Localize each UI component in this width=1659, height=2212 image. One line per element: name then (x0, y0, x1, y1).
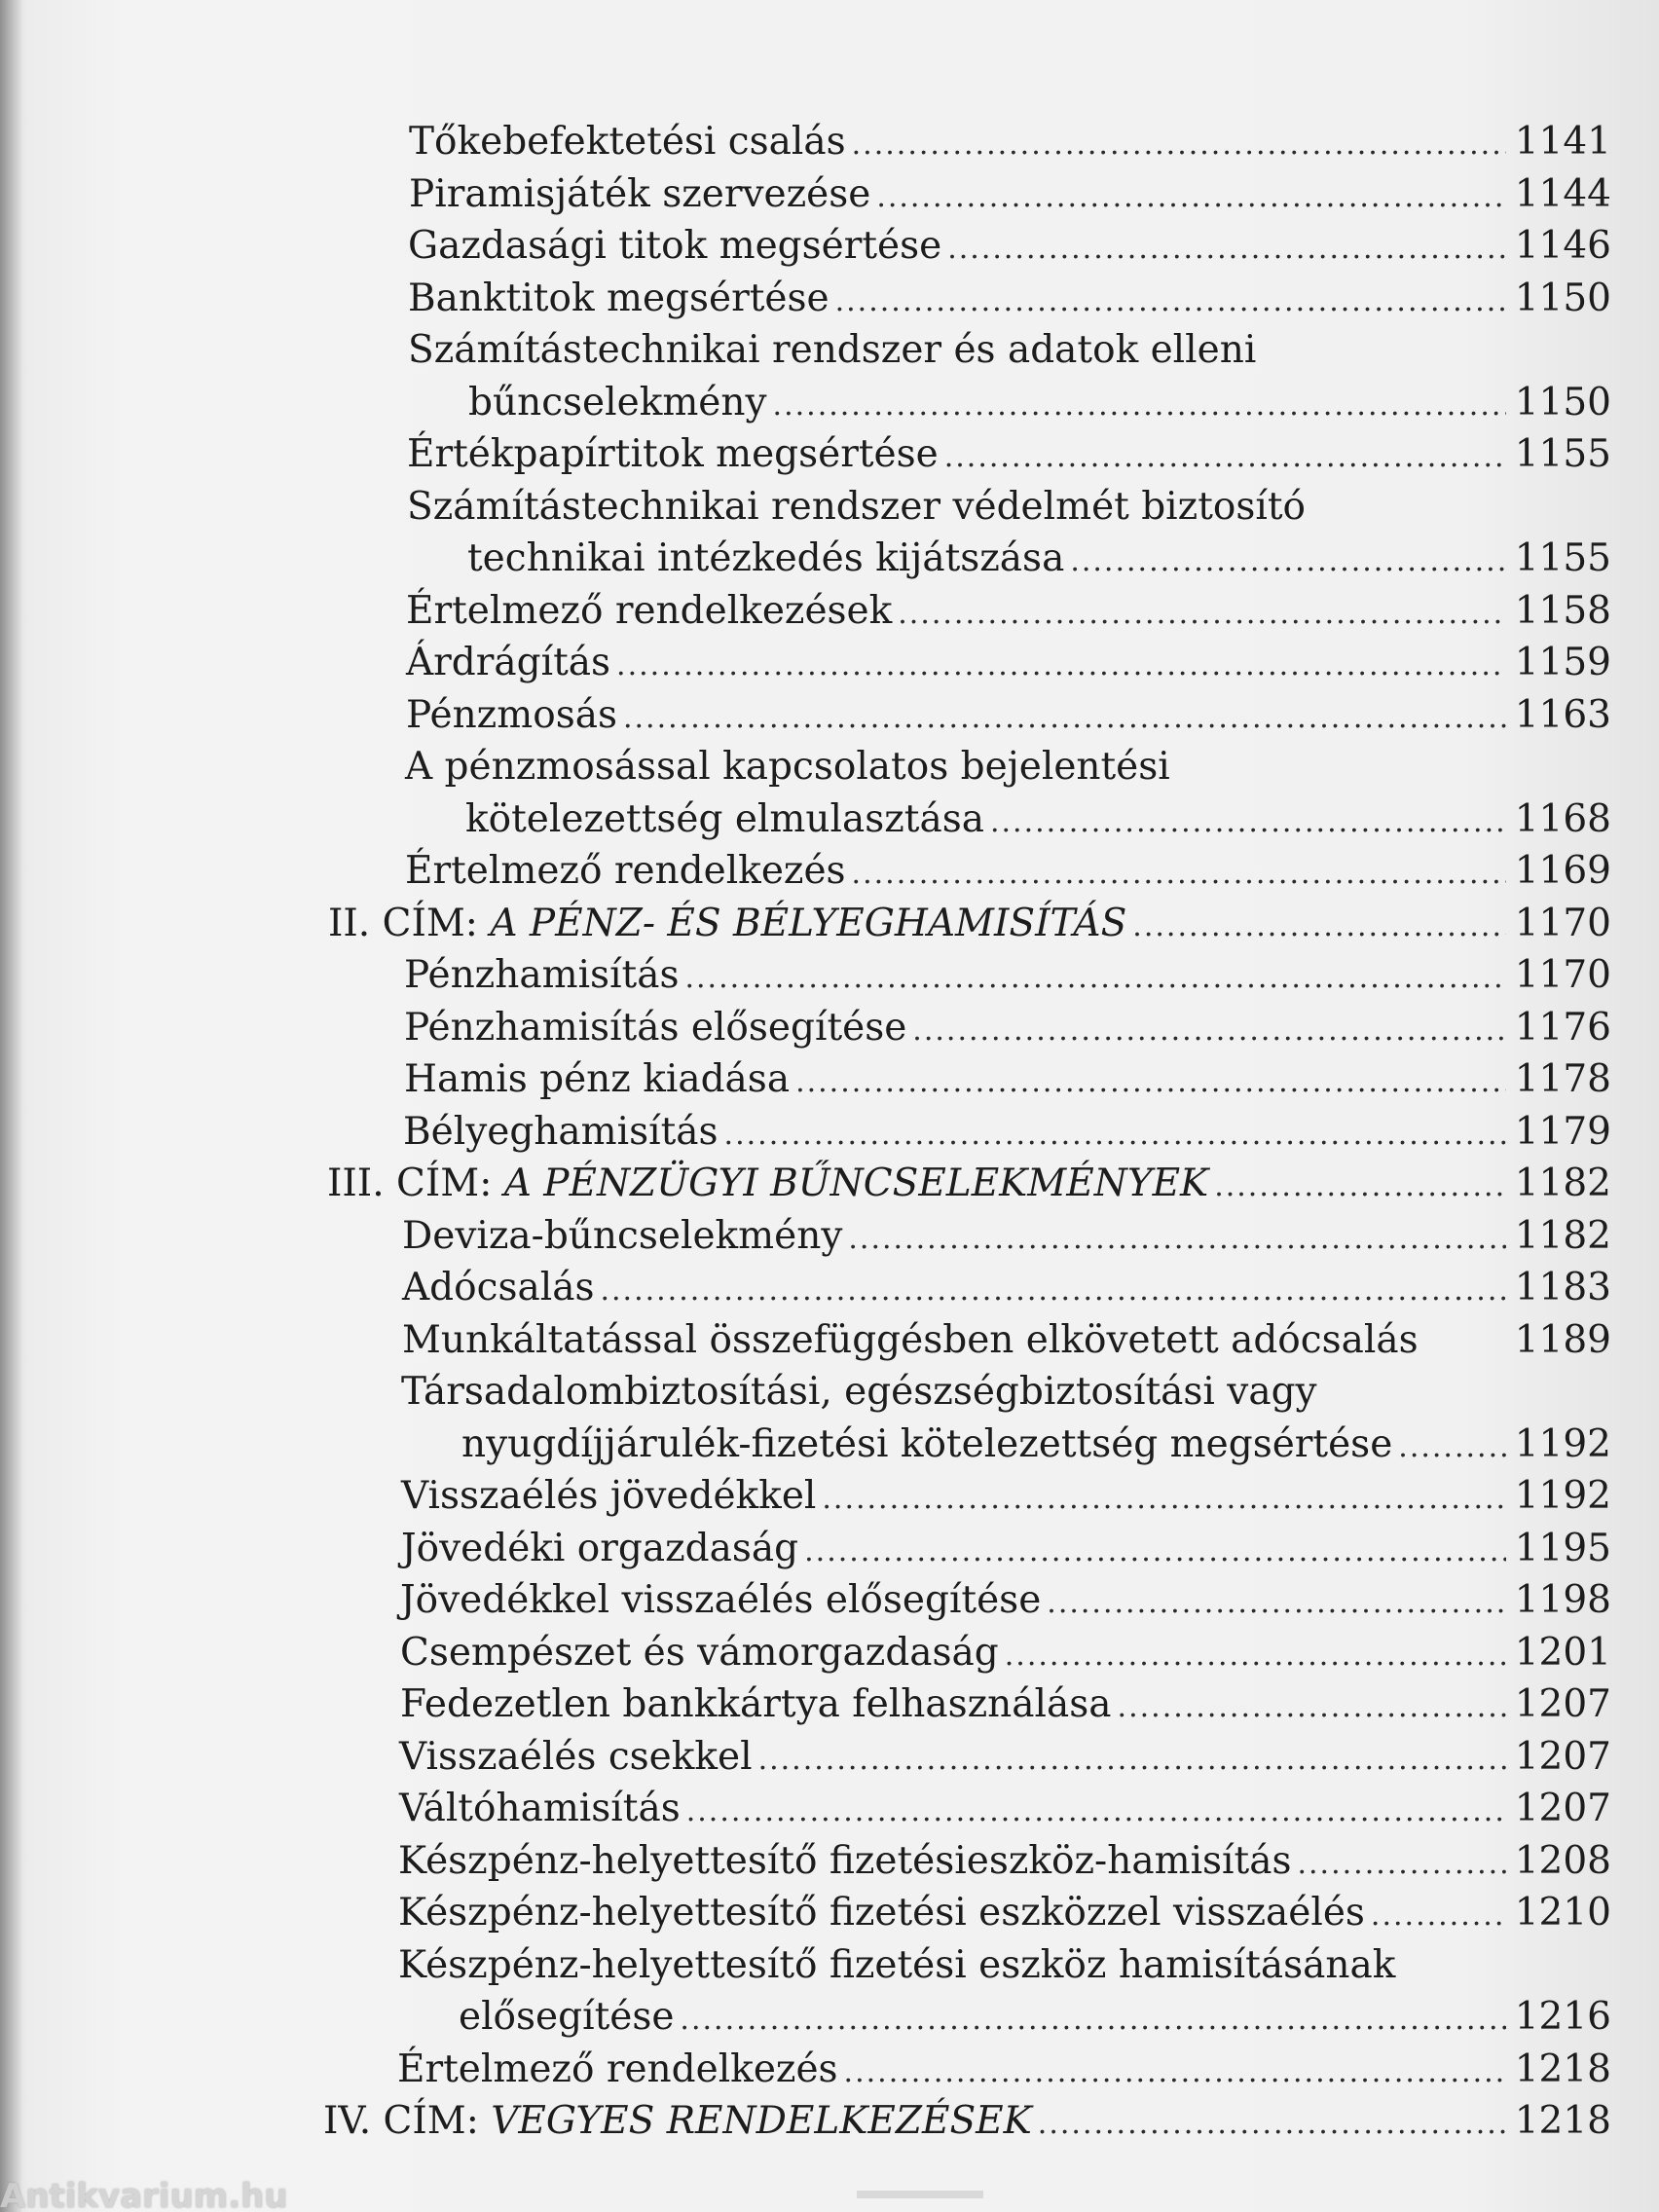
toc-section-label: II. CÍM: (328, 901, 491, 945)
toc-entry-text-line: Társadalombiztosítási, egészségbiztosítási vagy (401, 1370, 1317, 1414)
dot-leader (848, 1216, 1506, 1263)
toc-page-number: 1207 (1514, 1682, 1611, 1726)
toc-entry-title: Csempészet és vámorgazdaság (400, 1630, 999, 1675)
dot-leader (1398, 1424, 1506, 1471)
toc-entry-title: Jövedékkel visszaélés elősegítése (400, 1578, 1042, 1622)
toc-entry-title: Banktitok megsértése (408, 276, 830, 320)
toc-entry-title: Árdrágítás (406, 641, 611, 684)
toc-entry-title: Pénzmosás (406, 692, 617, 737)
dot-leader (1118, 1684, 1506, 1731)
toc-entry-title: nyugdíjjárulék-fizetési kötelezettség megsértése (461, 1421, 1393, 1466)
toc-page-number: 1207 (1514, 1787, 1611, 1830)
toc-entry-title: Készpénz-helyettesítő fizetésieszköz-hamisítás (398, 1838, 1292, 1883)
toc-page-number: 1216 (1514, 1995, 1611, 2039)
toc-page-number: 1198 (1514, 1578, 1611, 1622)
toc-page-number: 1141 (1514, 120, 1611, 164)
toc-page-number: 1182 (1514, 1213, 1611, 1258)
toc-page-number: 1150 (1514, 380, 1611, 424)
dot-leader (822, 1476, 1506, 1523)
toc-entry-title: Tőkebefektetési csalás (409, 120, 846, 164)
toc-entry-title: Visszaélés csekkel (399, 1734, 753, 1779)
dot-leader (1047, 1580, 1506, 1627)
toc-page-number: 1179 (1514, 1109, 1611, 1154)
toc-page-number: 1170 (1514, 901, 1611, 945)
page-edge-mark (857, 2191, 983, 2198)
dot-leader (876, 174, 1506, 221)
dot-leader (1297, 1841, 1506, 1888)
toc-section-title (327, 1161, 1208, 1207)
toc-page-number: 1182 (1514, 1161, 1611, 1205)
toc-entry-title: Deviza-bűncselekmény (402, 1213, 843, 1258)
toc-entry-title: Készpénz-helyettesítő fizetési eszközzel visszaélés (398, 1891, 1365, 1935)
dot-leader (898, 591, 1506, 638)
toc-page-number: 1218 (1514, 2046, 1611, 2091)
watermark: Antikvarium.hu (0, 2177, 288, 2212)
dot-leader (724, 1112, 1506, 1159)
toc-page-number: 1176 (1514, 1005, 1611, 1050)
dot-leader (758, 1737, 1506, 1784)
toc-entry-title: Visszaélés jövedékkel (401, 1474, 817, 1518)
toc-entry-title: Jövedéki orgazdaság (401, 1526, 799, 1570)
toc-entry-text-line: Számítástechnikai rendszer védelmét biztosító (407, 484, 1306, 529)
toc-entry-text-line: Készpénz-helyettesítő fizetési eszköz hamisításának (398, 1942, 1396, 1987)
toc-page-number: 1163 (1514, 692, 1611, 737)
dot-leader (1132, 903, 1506, 950)
dot-leader (804, 1529, 1506, 1575)
toc-entry-title: Bélyeghamisítás (403, 1109, 719, 1154)
dot-leader (1005, 1633, 1506, 1679)
toc-page-number: 1168 (1514, 796, 1611, 841)
toc-page-number: 1170 (1514, 953, 1611, 997)
toc-page-number: 1218 (1514, 2099, 1611, 2143)
dot-leader (773, 383, 1506, 429)
toc-page-number: 1150 (1514, 276, 1611, 320)
dot-leader (680, 1997, 1506, 2044)
toc-page-number: 1192 (1514, 1474, 1611, 1518)
toc-entry-title: Értelmező rendelkezések (406, 588, 893, 633)
toc-section-name: A PÉNZ- ÉS BÉLYEGHAMISÍTÁS (490, 901, 1127, 945)
toc-section-title (323, 2098, 1032, 2145)
toc-section-label: IV. CÍM: (323, 2099, 492, 2143)
toc-page-number: 1155 (1514, 432, 1611, 476)
toc-section-label: III. CÍM: (327, 1161, 504, 1205)
toc-page-number: 1192 (1514, 1421, 1611, 1466)
toc-section-name: VEGYES RENDELKEZÉSEK (491, 2099, 1032, 2143)
toc-page-number: 1189 (1514, 1317, 1611, 1362)
toc-page-number: 1158 (1514, 588, 1611, 633)
dot-leader (1214, 1163, 1506, 1210)
toc-page-number: 1201 (1514, 1630, 1611, 1675)
toc-page-number: 1144 (1514, 171, 1611, 216)
toc-entry-title: Pénzhamisítás elősegítése (404, 1005, 907, 1050)
toc-entry-title: Váltóhamisítás (399, 1787, 681, 1830)
dot-leader (623, 695, 1506, 742)
dot-leader (1038, 2101, 1506, 2148)
dot-leader (600, 1268, 1506, 1314)
dot-leader (686, 1788, 1506, 1835)
toc-entry-title: technikai intézkedés kijátszása (467, 536, 1065, 580)
toc-entry-title: bűncselekmény (468, 380, 767, 424)
toc-entry-title: Adócsalás (402, 1266, 595, 1309)
toc-page-number: 1146 (1514, 224, 1611, 268)
dot-leader (944, 434, 1506, 481)
dot-leader (795, 1059, 1506, 1106)
dot-leader (844, 2049, 1506, 2096)
toc-entry-title: Értelmező rendelkezés (405, 849, 846, 893)
toc-page-number: 1183 (1514, 1266, 1611, 1309)
toc-page-number: 1155 (1514, 536, 1611, 580)
toc-page-number: 1207 (1514, 1734, 1611, 1779)
toc-entry-text-line: Számítástechnikai rendszer és adatok elleni (408, 328, 1257, 372)
toc-entry-title: Piramisjáték szervezése (409, 171, 871, 216)
dot-leader (852, 851, 1506, 898)
toc-entry-title: kötelezettség elmulasztása (465, 796, 984, 841)
dot-leader (835, 278, 1506, 325)
dot-leader (1371, 1893, 1506, 1939)
toc-entry-text-line: A pénzmosással kapcsolatos bejelentési (405, 745, 1170, 789)
toc-entry-title: Fedezetlen bankkártya felhasználása (400, 1682, 1112, 1726)
toc-entry-title: Értelmező rendelkezés (397, 2046, 838, 2091)
dot-leader (684, 955, 1506, 1002)
toc-page-number: 1195 (1514, 1526, 1611, 1570)
toc-entry-title: Pénzhamisítás (404, 953, 680, 997)
dot-leader (852, 122, 1506, 168)
toc-page-number: 1169 (1514, 849, 1611, 893)
dot-leader (912, 1008, 1506, 1054)
toc-page-number: 1210 (1514, 1891, 1611, 1935)
toc-page-number: 1178 (1514, 1057, 1611, 1101)
dot-leader (947, 226, 1506, 273)
toc-entry-title: Értékpapírtitok megsértése (407, 432, 939, 476)
toc-entry-title: Munkáltatással összefüggésben elkövetett adócsalás (402, 1317, 1419, 1362)
dot-leader (1070, 538, 1506, 585)
toc-page-number: 1208 (1514, 1838, 1611, 1883)
toc-entry-title: Gazdasági titok megsértése (408, 224, 942, 268)
toc-section-title (328, 901, 1126, 947)
dot-leader (990, 799, 1506, 846)
toc-entry-title: Hamis pénz kiadása (404, 1057, 791, 1101)
dot-leader (616, 643, 1506, 689)
toc-entry-title: elősegítése (459, 1995, 675, 2039)
toc-section-name: A PÉNZÜGYI BŰNCSELEKMÉNYEK (503, 1161, 1209, 1205)
toc-page-number: 1159 (1514, 641, 1611, 684)
